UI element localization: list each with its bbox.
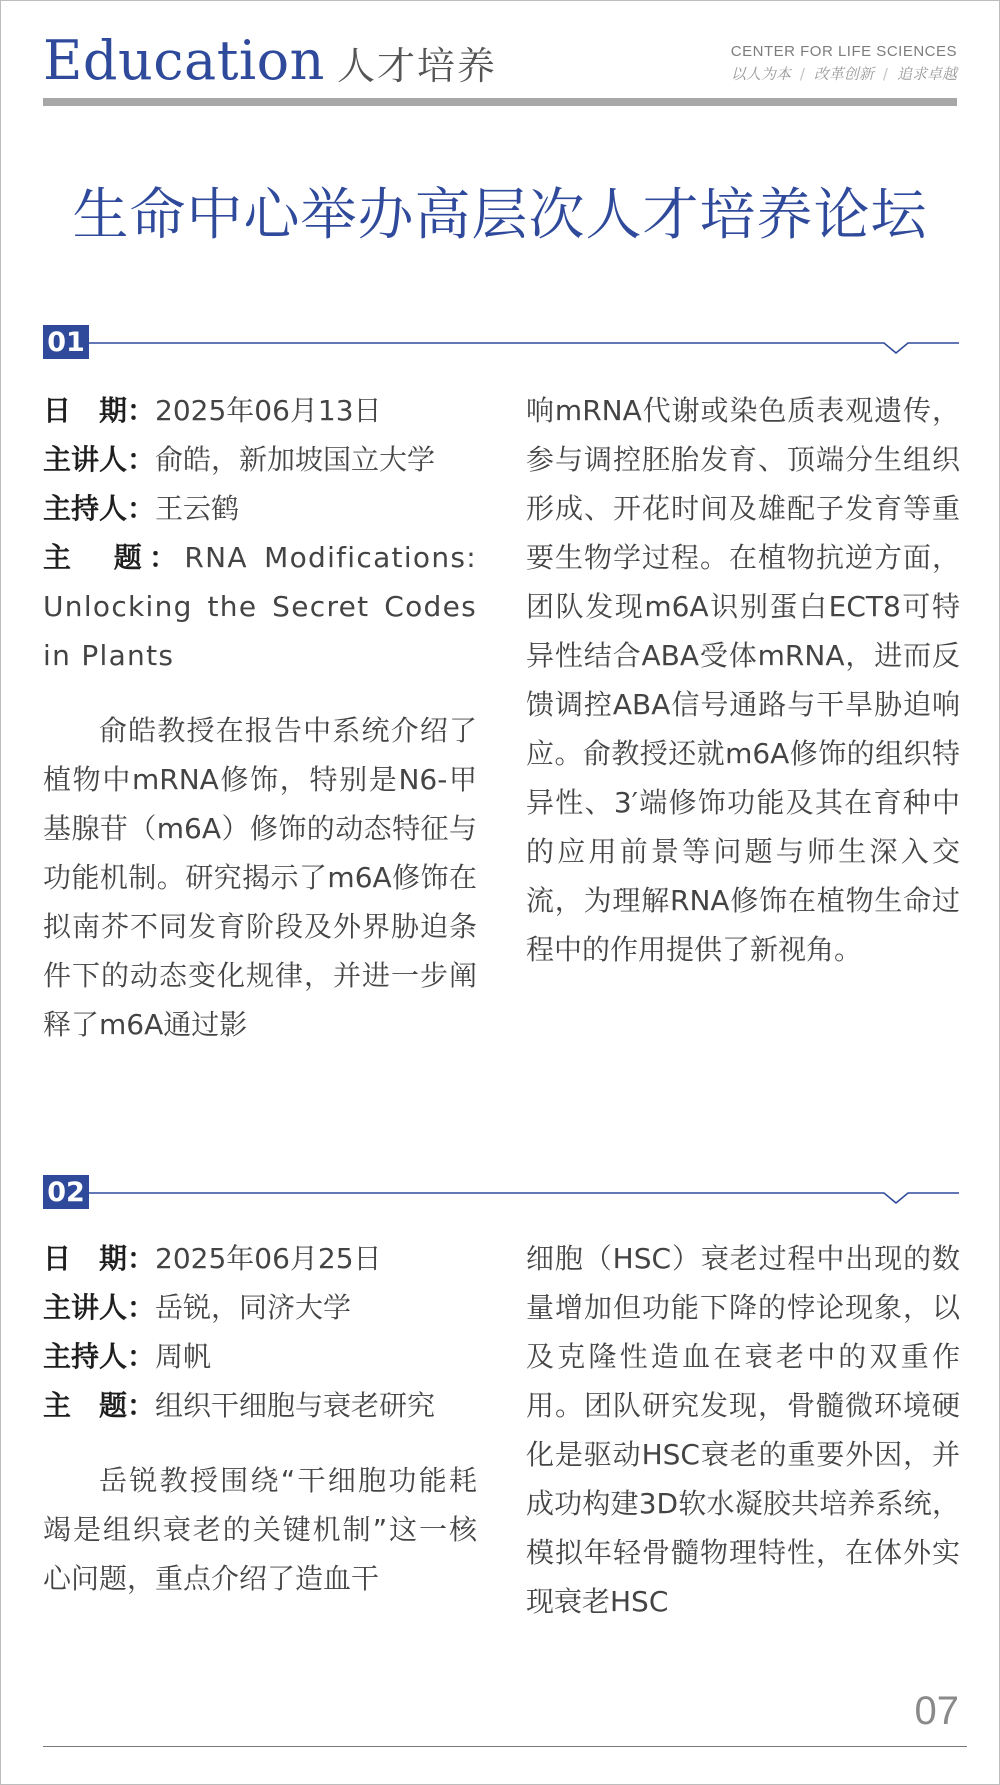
meta-label: 主讲人： <box>43 443 156 476</box>
page-number: 07 <box>914 1689 959 1733</box>
slogan-3: 追求卓越 <box>896 65 957 83</box>
slogan-1: 以人为本 <box>730 65 791 83</box>
meta-label: 日 期： <box>43 394 156 427</box>
header-title-en: Education <box>43 29 325 92</box>
section-divider-line <box>89 1175 959 1211</box>
meta-value: RNA Modifications: Unlocking the Secret Codes in Plants <box>43 541 477 672</box>
section-header-01 <box>43 325 959 361</box>
section-01-right-column <box>526 386 960 974</box>
section-02-left-column <box>43 1234 477 1603</box>
meta-value: 俞皓，新加坡国立大学 <box>155 443 436 476</box>
section-number-badge: 02 <box>43 1175 89 1209</box>
meta-value: 2025年06月25日 <box>155 1242 382 1275</box>
meta-label: 主持人： <box>43 492 156 525</box>
meta-speaker <box>43 1283 477 1332</box>
meta-topic <box>43 1381 477 1430</box>
meta-value: 王云鹤 <box>155 492 240 525</box>
meta-speaker <box>43 435 477 484</box>
meta-label: 主 题： <box>43 1389 156 1422</box>
section-header-02 <box>43 1175 959 1211</box>
header-divider <box>43 98 957 106</box>
slogan-2: 改革创新 <box>813 65 874 83</box>
meta-value: 岳锐，同济大学 <box>155 1291 352 1324</box>
header-title <box>43 29 497 92</box>
section-divider-line <box>89 325 959 361</box>
section-01-left-column <box>43 386 477 1049</box>
meta-value: 2025年06月13日 <box>155 394 382 427</box>
slogan-separator: / <box>882 65 888 83</box>
meta-label: 主讲人： <box>43 1291 156 1324</box>
meta-label: 主持人： <box>43 1340 156 1373</box>
slogan-separator: / <box>799 65 805 83</box>
article-title: 生命中心举办高层次人才培养论坛 <box>72 183 928 248</box>
header-title-cn: 人才培养 <box>336 44 497 88</box>
header-center-info <box>731 43 957 84</box>
meta-topic <box>43 533 477 680</box>
meta-date <box>43 1234 477 1283</box>
section-02-right-column <box>526 1234 960 1626</box>
center-name: CENTER FOR LIFE SCIENCES <box>730 43 957 60</box>
section-01-body-right: 响mRNA代谢或染色质表观遗传，参与调控胚胎发育、顶端分生组织形成、开花时间及雄配子发育等重要生物学过程。在植物抗逆方面，团队发现m6A识别蛋白ECT8可特异性结合ABA受体mRNA，进而反馈调控ABA信号通路与干旱胁迫响应。俞教授还就m6A修饰的组织特异性、3′端修饰功能及其在育种中的应用前景等问题与师生深入交流，为理解RNA修饰在植物生命过程中的作用提供了新视角。 <box>526 394 960 966</box>
meta-host <box>43 1332 477 1381</box>
section-02-body-left: 岳锐教授围绕“干细胞功能耗竭是组织衰老的关键机制”这一核心问题，重点介绍了造血干 <box>43 1464 477 1595</box>
footer-divider <box>43 1746 967 1747</box>
section-01-body-left: 俞皓教授在报告中系统介绍了植物中mRNA修饰，特别是N6-甲基腺苷（m6A）修饰的动态特征与功能机制。研究揭示了m6A修饰在拟南芥不同发育阶段及外界胁迫条件下的动态变化规律，并进一步阐释了m6A通过影 <box>43 714 477 1041</box>
meta-value: 周帆 <box>155 1340 212 1373</box>
meta-value: 组织干细胞与衰老研究 <box>155 1389 436 1422</box>
meta-label: 日 期： <box>43 1242 156 1275</box>
section-02-body-right: 细胞（HSC）衰老过程中出现的数量增加但功能下降的悖论现象，以及克隆性造血在衰老中的双重作用。团队研究发现，骨髓微环境硬化是驱动HSC衰老的重要外因，并成功构建3D软水凝胶共培养系统，模拟年轻骨髓物理特性，在体外实现衰老HSC <box>526 1242 960 1618</box>
meta-label: 主 题： <box>43 541 185 574</box>
section-number-badge: 01 <box>43 325 89 359</box>
meta-date <box>43 386 477 435</box>
meta-host <box>43 484 477 533</box>
slogans <box>731 63 957 84</box>
